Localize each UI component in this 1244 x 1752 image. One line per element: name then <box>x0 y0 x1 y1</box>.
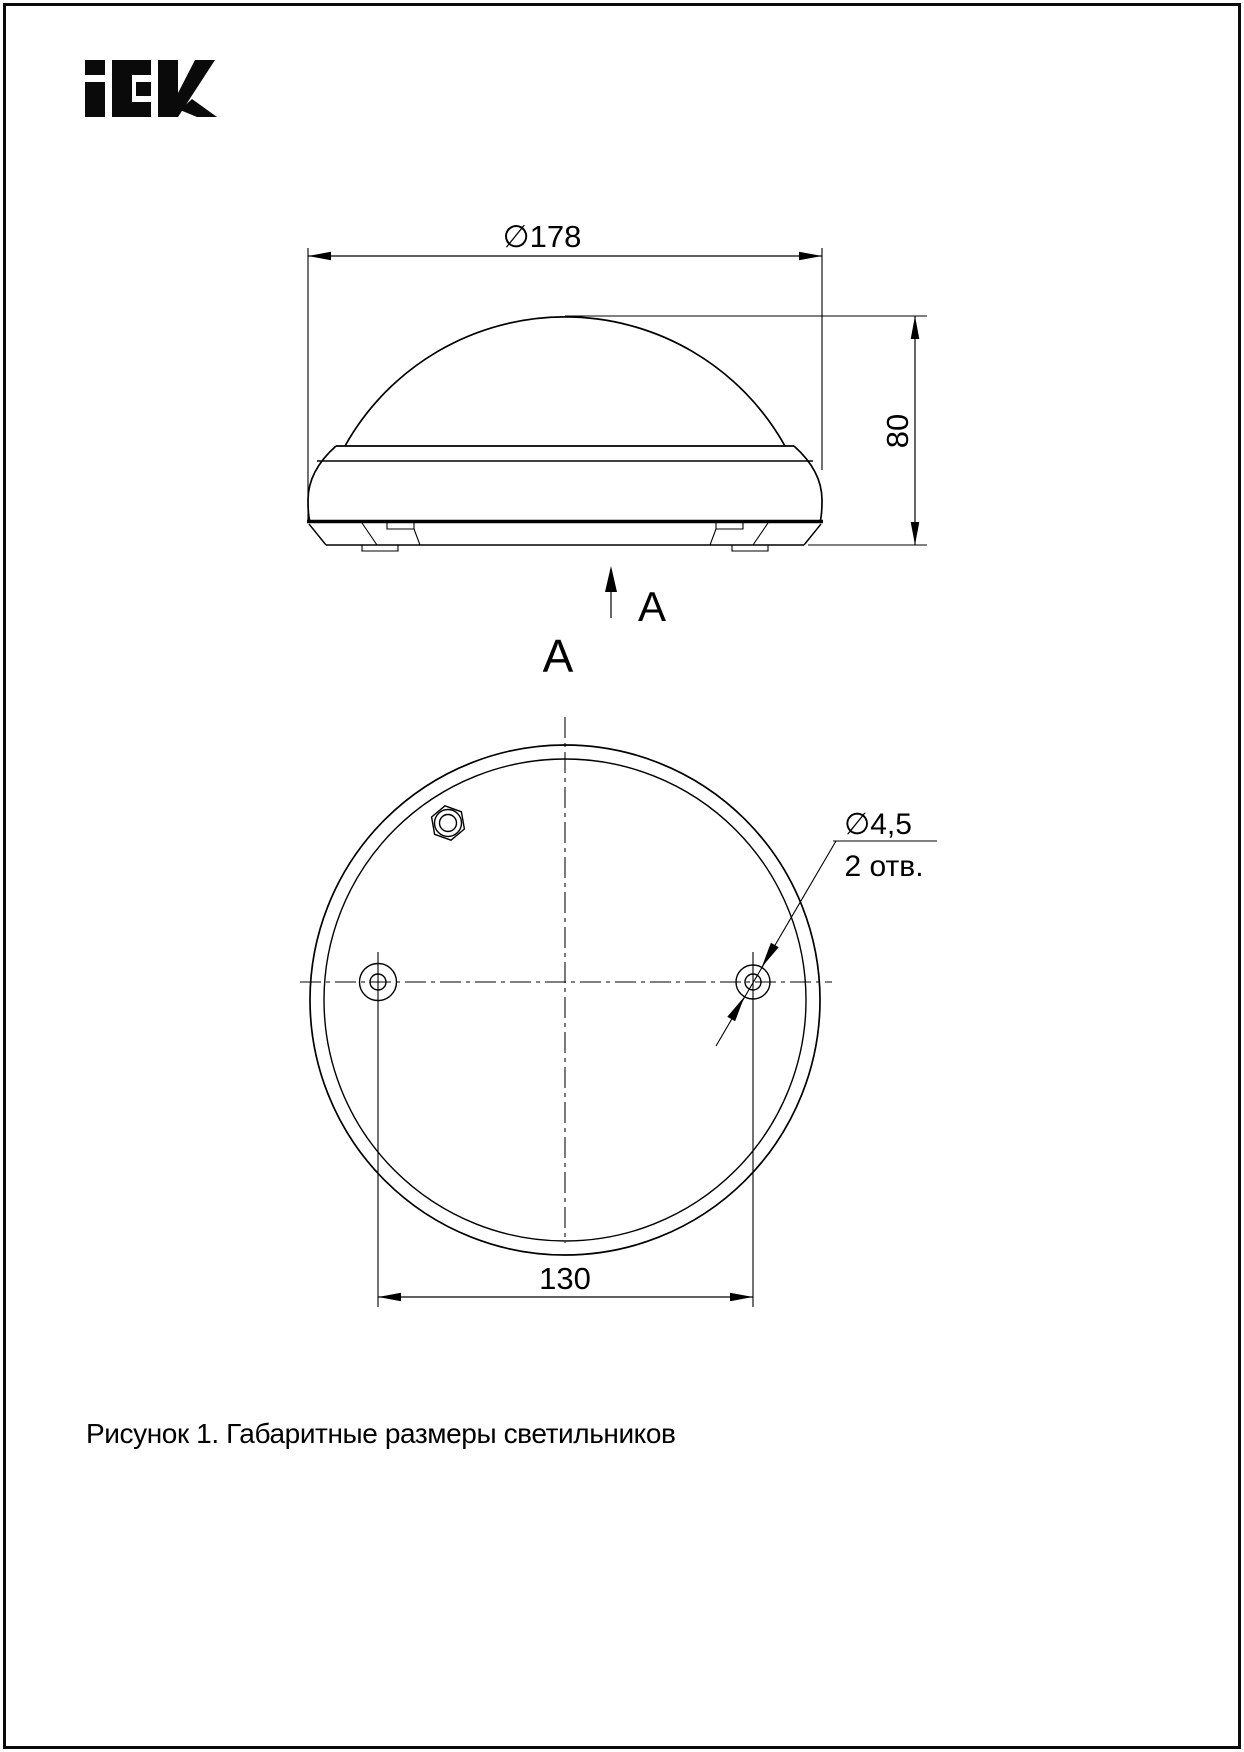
section-arrowhead <box>605 566 617 592</box>
foot-tab-right <box>732 545 768 551</box>
section-title: A <box>542 630 574 682</box>
logo-e-bottom <box>112 102 151 117</box>
dome-outline <box>345 317 785 446</box>
logo-i-stem <box>85 82 105 117</box>
foot-tab-left <box>362 545 398 551</box>
dim-130-label: 130 <box>539 1261 591 1296</box>
section-arrow-label: A <box>637 583 667 630</box>
leader-arrow-lower <box>727 997 744 1022</box>
dim-arrow-left <box>308 252 331 260</box>
logo-i-dot <box>85 60 105 75</box>
dim-45-sublabel: 2 отв. <box>844 850 924 883</box>
dim-arrow-up <box>911 316 920 339</box>
logo-k-stem <box>158 60 178 117</box>
figure-caption: Рисунок 1. Габаритные размеры светильников <box>86 1418 676 1449</box>
dim-arrow-down <box>911 522 920 545</box>
section-cut-arrow <box>605 566 666 630</box>
logo-e-middle <box>136 82 151 96</box>
side-view-drawing <box>307 219 927 630</box>
logo-e-top <box>112 60 151 75</box>
leader-arrow-upper <box>762 943 779 968</box>
dim-80-label: 80 <box>880 413 915 449</box>
section-view-drawing <box>300 630 937 1307</box>
dim-arrow-left <box>378 1293 401 1301</box>
luminaire-side-outline <box>307 317 823 551</box>
dim-arrow-right <box>799 252 822 260</box>
iek-logo <box>85 60 217 117</box>
dimension-diameter-178 <box>308 219 822 521</box>
dim-arrow-right <box>730 1293 753 1301</box>
cable-gland-nut <box>432 806 465 840</box>
dim-45-label: ∅4,5 <box>844 808 912 841</box>
dim-178-label: ∅178 <box>502 219 582 254</box>
dimension-height-80 <box>565 316 927 545</box>
